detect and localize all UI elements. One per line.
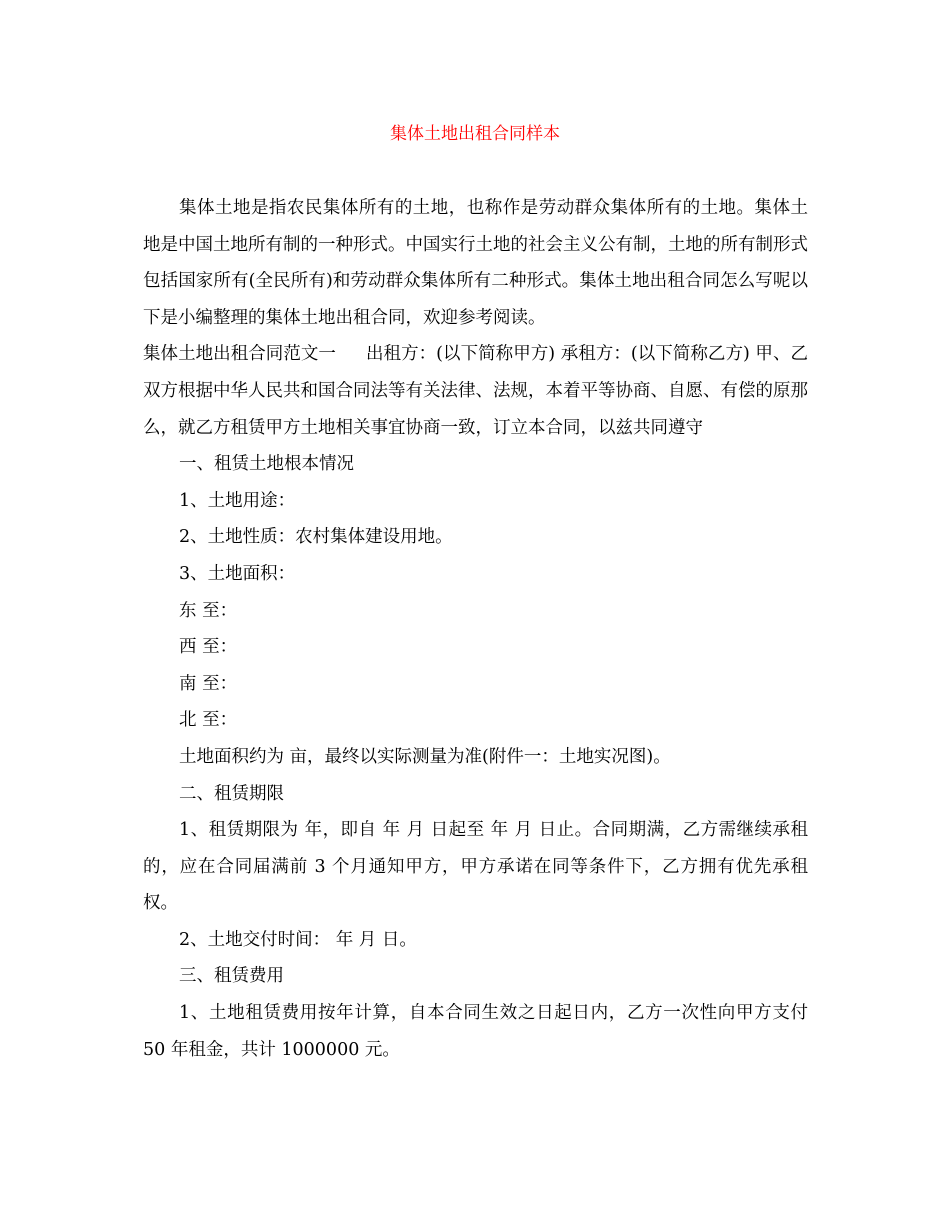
boundary-north: 北 至： [179,710,238,731]
area-note: 土地面积约为 亩，最终以实际测量为准(附件一：土地实况图)。 [179,746,671,767]
preamble-text: 出租方：(以下简称甲方) 承租方：(以下简称乙方) 甲、乙双方根据中华人民共和国合同法等有关法律、法规，本着平等协商、自愿、有偿的原那么，就乙方租赁甲方土地相关事宜协商一致，订立本合同，以兹共同遵守 [143,344,808,438]
preamble-paragraph [143,336,808,446]
section-heading-2: 二、租赁期限 [179,783,284,804]
lease-term-paragraph: 1、租赁期限为 年，即自 年 月 日起至 年 月 日止。合同期满，乙方需继续承租的，应在合同届满前 3 个月通知甲方，甲方承诺在同等条件下，乙方拥有优先承租权。 [143,820,808,914]
boundary-east: 东 至： [179,600,238,621]
land-use-item: 1、土地用途： [179,490,296,511]
sample-heading: 集体土地出租合同范文一 [143,344,336,365]
land-area-item: 3、土地面积： [179,563,296,584]
document-body [143,190,808,1068]
document-title: 集体土地出租合同样本 [390,124,560,144]
section-heading-3: 三、租赁费用 [179,966,284,987]
delivery-time-item: 2、土地交付时间： 年 月 日。 [179,929,417,950]
land-nature-item: 2、土地性质：农村集体建设用地。 [179,527,453,548]
boundary-west: 西 至： [179,637,238,658]
boundary-south: 南 至： [179,673,238,694]
intro-paragraph: 集体土地是指农民集体所有的土地，也称作是劳动群众集体所有的土地。集体土地是中国土地所有制的一种形式。中国实行土地的社会主义公有制，土地的所有制形式包括国家所有(全民所有)和劳动群众集体所有二种形式。集体土地出租合同怎么写呢以下是小编整理的集体土地出租合同，欢迎参考阅读。 [143,198,808,328]
section-heading-1: 一、租赁土地根本情况 [179,454,354,475]
rent-paragraph: 1、土地租赁费用按年计算，自本合同生效之日起日内，乙方一次性向甲方支付 50 年租金，共计 1000000 元。 [143,1003,808,1060]
